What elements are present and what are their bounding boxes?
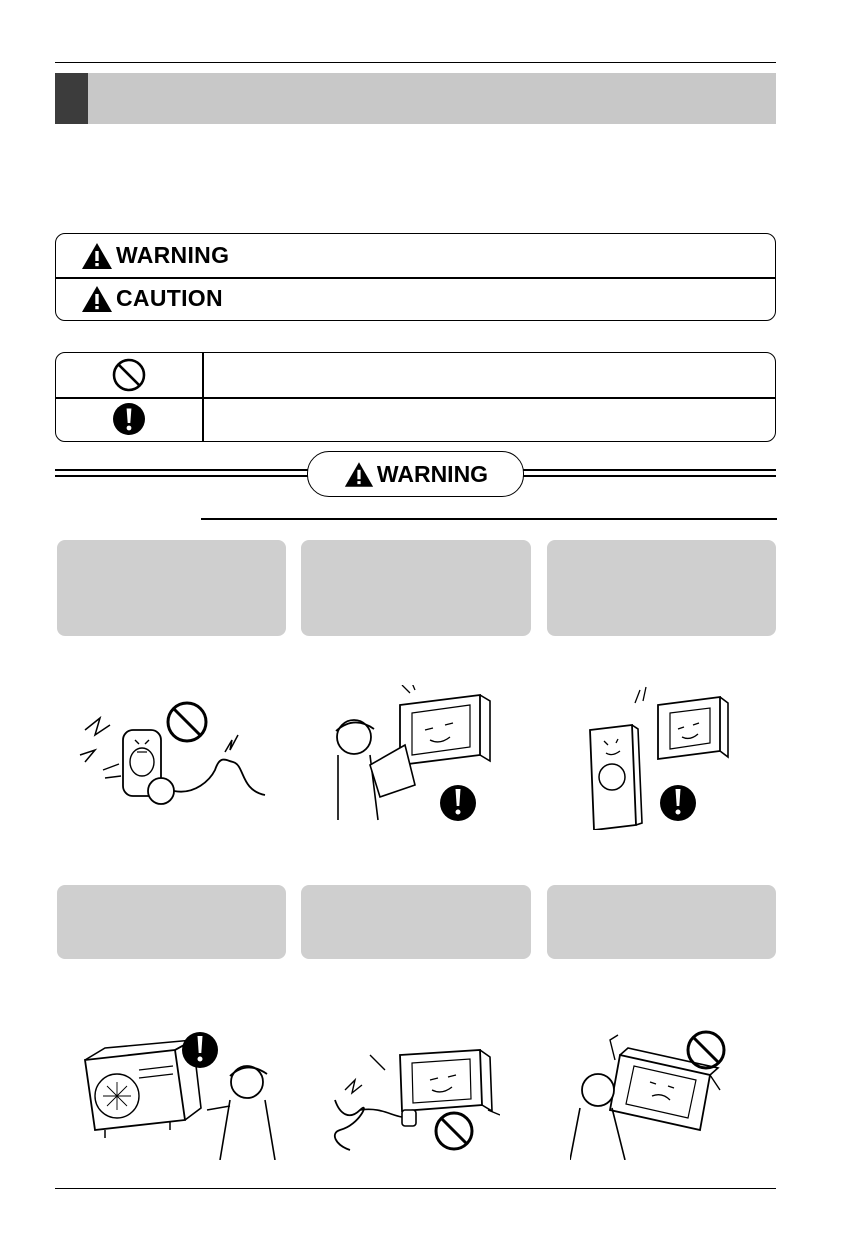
warning-card-6 (547, 885, 776, 959)
prohibition-icon (111, 357, 147, 393)
symbol-legend-table (55, 352, 776, 442)
legend-warning-label: WARNING (116, 242, 230, 268)
section-header-tab (55, 73, 88, 124)
signal-word-legend (55, 233, 776, 321)
warning-banner (307, 451, 524, 497)
warning-card-5 (301, 885, 531, 959)
warning-triangle-icon (343, 460, 375, 489)
symbol-desc-mandatory (203, 397, 773, 441)
banner-rule-left-2 (55, 475, 308, 477)
illustration-certified-installer (580, 685, 730, 830)
illustration-unplug-cord (330, 1045, 500, 1155)
banner-rule-left-1 (55, 469, 308, 471)
banner-rule-right-2 (521, 475, 776, 477)
warning-card-4 (57, 885, 286, 959)
symbol-cell-mandatory (56, 397, 202, 441)
top-rule (55, 62, 776, 63)
warning-card-2 (301, 540, 531, 636)
legend-caution-label: CAUTION (116, 285, 223, 311)
warning-banner-label: WARNING (376, 460, 489, 487)
exclamation-icon (112, 402, 146, 436)
illustration-read-manual (330, 685, 505, 825)
subsection-rule (201, 518, 777, 520)
legend-row-caution (56, 277, 775, 320)
illustration-outdoor-unit-check (75, 1030, 280, 1160)
warning-card-1 (57, 540, 286, 636)
legend-row-warning (56, 234, 775, 277)
bottom-rule (55, 1188, 776, 1189)
warning-card-3 (547, 540, 776, 636)
symbol-cell-prohibited (56, 353, 202, 397)
section-header-bar (55, 73, 776, 124)
warning-triangle-icon (80, 241, 114, 271)
illustration-do-not-install-alone (570, 1030, 735, 1160)
symbol-desc-prohibited (203, 353, 773, 397)
caution-triangle-icon (80, 284, 114, 314)
illustration-damaged-plug (75, 700, 275, 810)
banner-rule-right-1 (521, 469, 776, 471)
